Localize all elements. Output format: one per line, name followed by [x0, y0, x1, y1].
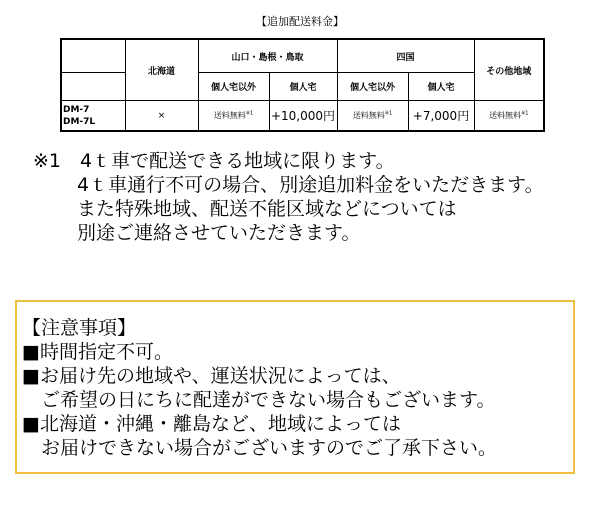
caution-line: ■北海道・沖縄・離島など、地域によっては: [22, 413, 401, 435]
model-cell: [61, 101, 125, 132]
caution-line: ■お届け先の地域や、運送状況によっては、: [22, 365, 401, 387]
shikoku-private-cell: +7,000円: [408, 101, 474, 132]
other-cell: [474, 101, 544, 132]
caution-line: ■時間指定不可。: [22, 341, 173, 363]
header-hokkaido: 北海道: [125, 39, 198, 101]
header-shikoku: 四国: [337, 39, 474, 73]
caution-line: お届けできない場合がございますのでご了承下さい。: [22, 437, 498, 459]
footnote-line: また特殊地域、配送不能区域などについては: [33, 198, 457, 220]
model-line-1: DM-7: [63, 104, 90, 115]
free-label: 送料無料: [352, 111, 385, 120]
footnote: [33, 149, 544, 245]
footnote-line: 別途ご連絡させていただきます。: [33, 222, 361, 244]
hokkaido-cell: ×: [125, 101, 198, 132]
footnote-line: 4ｔ車通行不可の場合、別途追加料金をいただきます。: [33, 174, 544, 196]
sanin-non-private-cell: [198, 101, 269, 132]
subheader-shikoku-private: 個人宅: [408, 73, 474, 101]
footnote-line: ※1 4ｔ車で配送できる地域に限ります。: [33, 150, 395, 172]
free-mark: ※1: [245, 110, 254, 117]
cautions-box: [15, 300, 575, 474]
cautions-title: 【注意事項】: [22, 317, 137, 339]
header-sanin: 山口・島根・鳥取: [198, 39, 337, 73]
subheader-shikoku-non-private: 個人宅以外: [337, 73, 408, 101]
free-label: 送料無料: [489, 111, 522, 120]
subheader-sanin-non-private: 個人宅以外: [198, 73, 269, 101]
header-other: その他地域: [474, 39, 544, 101]
free-mark: ※1: [521, 110, 529, 117]
table-empty-cell: [61, 73, 125, 101]
shipping-fee-table: [60, 38, 545, 132]
free-label: 送料無料: [213, 111, 246, 120]
free-mark: ※1: [384, 110, 393, 117]
table-caption: 【追加配送料金】: [256, 15, 344, 28]
model-line-2: DM-7L: [63, 116, 96, 127]
table-row: [61, 101, 544, 132]
caution-line: ご希望の日にちに配達ができない場合もございます。: [22, 389, 496, 411]
table-header-row: [61, 39, 544, 73]
table-corner-cell: [61, 39, 125, 73]
subheader-sanin-private: 個人宅: [269, 73, 337, 101]
sanin-private-cell: +10,000円: [269, 101, 337, 132]
shikoku-non-private-cell: [337, 101, 408, 132]
